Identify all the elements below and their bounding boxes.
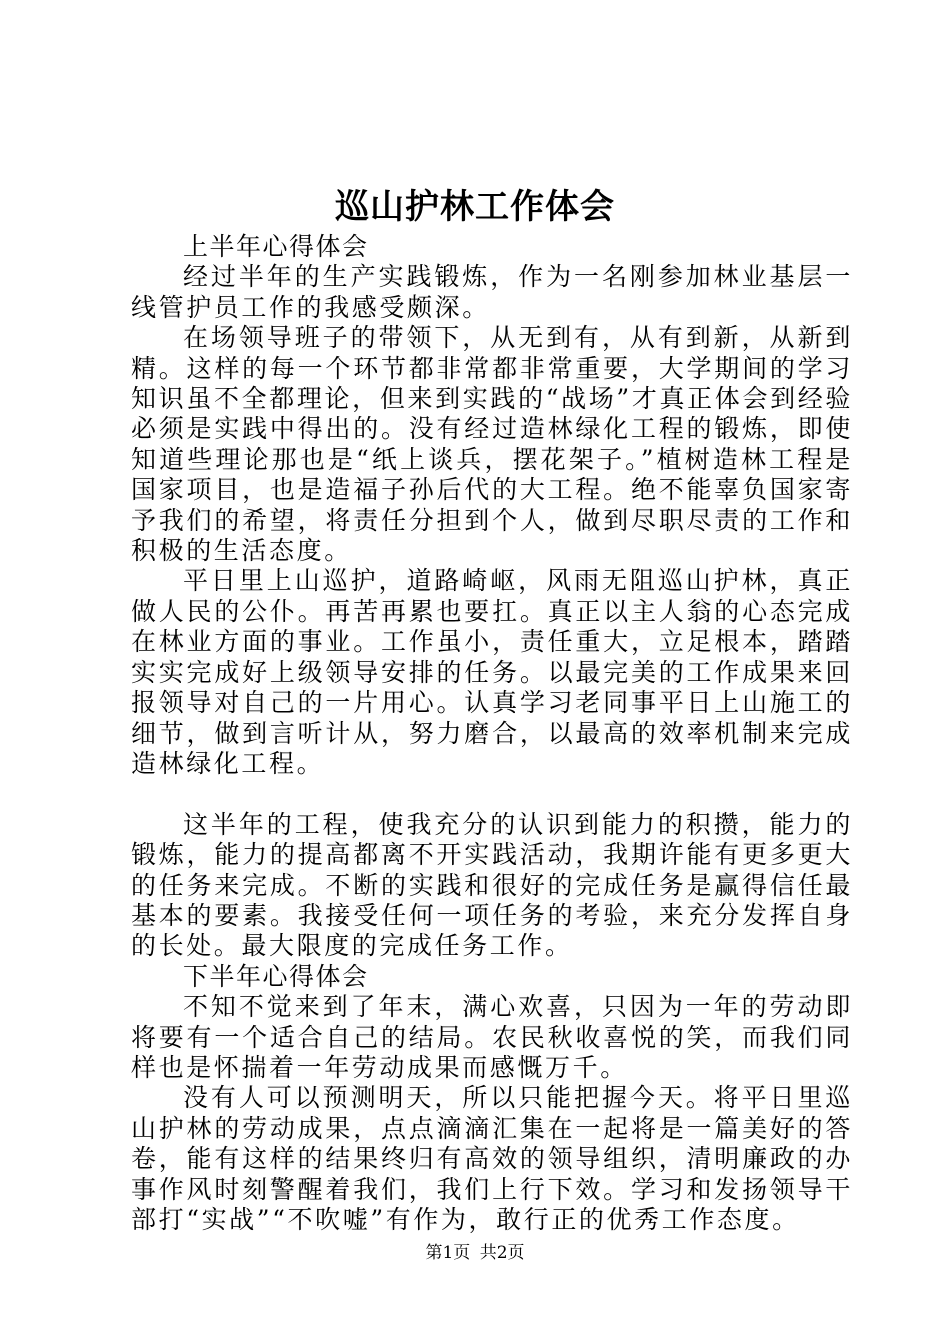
document-title: 巡山护林工作体会	[335, 187, 615, 227]
document-body	[131, 232, 853, 1235]
paragraph: 这半年的工程，使我充分的认识到能力的积攒，能力的锻炼，能力的提高都离不开实践活动，我期许能有更多更大的任务来完成。不断的实践和很好的完成任务是赢得信任最基本的要素。我接受任何一项任务的考验，来充分发挥自身的长处。最大限度的完成任务工作。	[131, 809, 853, 961]
paragraph: 经过半年的生产实践锻炼，作为一名刚参加林业基层一线管护员工作的我感受颇深。	[131, 262, 853, 322]
paragraph: 在场领导班子的带领下，从无到有，从有到新，从新到精。这样的每一个环节都非常都非常重要，大学期间的学习知识虽不全都理论，但来到实践的“战场”才真正体会到经验必须是实践中得出的。没有经过造林绿化工程的锻炼，即使知道些理论那也是“纸上谈兵，摆花架子。”植树造林工程是国家项目，也是造福子孙后代的大工程。绝不能辜负国家寄予我们的希望，将责任分担到个人，做到尽职尽责的工作和积极的生活态度。	[131, 323, 853, 566]
paragraph: 平日里上山巡护，道路崎岖，风雨无阻巡山护林，真正做人民的公仆。再苦再累也要扛。真正以主人翁的心态完成在林业方面的事业。工作虽小，责任重大，立足根本，踏踏实实完成好上级领导安排的任务。以最完美的工作成果来回报领导对自己的一片用心。认真学习老同事平日上山施工的细节，做到言听计从，努力磨合，以最高的效率机制来完成造林绿化工程。	[131, 566, 853, 778]
page-total: 共2页	[479, 1243, 525, 1263]
section-heading-first-half: 上半年心得体会	[183, 232, 369, 261]
page-footer	[0, 1241, 950, 1265]
paragraph: 不知不觉来到了年末，满心欢喜，只因为一年的劳动即将要有一个适合自己的结局。农民秋收喜悦的笑，而我们同样也是怀揣着一年劳动成果而感慨万千。	[131, 992, 853, 1082]
blank-line	[131, 779, 853, 809]
section-heading-second-half: 下半年心得体会	[183, 961, 369, 991]
paragraph: 没有人可以预测明天，所以只能把握今天。将平日里巡山护林的劳动成果，点点滴滴汇集在一起将是一篇美好的答卷，能有这样的结果终归有高效的领导组织，清明廉政的办事作风时刻警醒着我们，我们上行下效。学习和发扬领导干部打“实战”“不吹嘘”有作为，敢行正的优秀工作态度。	[131, 1083, 853, 1234]
page-number: 第1页	[425, 1243, 471, 1263]
